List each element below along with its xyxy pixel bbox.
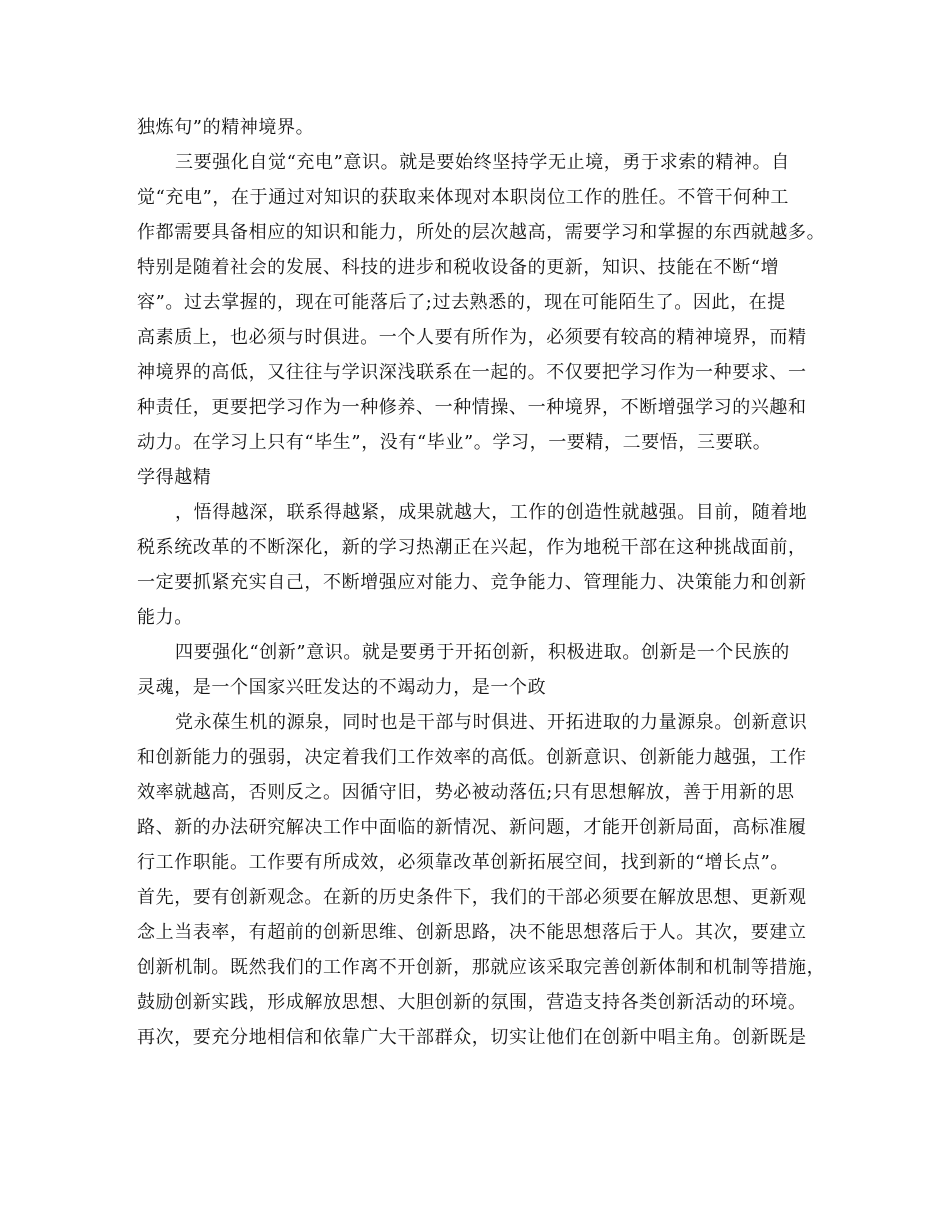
- paragraph-start-line: 党永葆生机的源泉，同时也是干部与时俱进、开拓进取的力量源泉。创新意识: [175, 712, 808, 733]
- paragraph-start-line: ，悟得越深，联系得越紧，成果就越大，工作的创造性就越强。目前，随着地: [175, 502, 808, 523]
- text-line: 鼓励创新实践，形成解放思想、大胆创新的氛围，营造支持各类创新活动的环境。: [137, 992, 807, 1013]
- text-line: 神境界的高低，又往往与学识深浅联系在一起的。不仅要把学习作为一种要求、一: [137, 362, 807, 383]
- text-line: 和创新能力的强弱，决定着我们工作效率的高低。创新意识、创新能力越强，工作: [137, 747, 807, 768]
- text-line: 作都需要具备相应的知识和能力，所处的层次越高，需要学习和掌握的东西就越多。: [137, 222, 826, 243]
- text-line: 容”。过去掌握的，现在可能落后了;过去熟悉的，现在可能陌生了。因此，在提: [137, 292, 786, 313]
- text-line: 能力。: [137, 607, 193, 628]
- text-line: 首先，要有创新观念。在新的历史条件下，我们的干部必须要在解放思想、更新观: [137, 887, 807, 908]
- text-line: 行工作职能。工作要有所成效，必须靠改革创新拓展空间，找到新的“增长点”。: [137, 852, 790, 873]
- text-line: 税系统改革的不断深化，新的学习热潮正在兴起，作为地税干部在这种挑战面前，: [137, 537, 807, 558]
- paragraph-start-line: 三要强化自觉“充电”意识。就是要始终坚持学无止境，勇于求索的精神。自: [175, 152, 790, 173]
- paragraph-start-line: 四要强化“创新”意识。就是要勇于开拓创新，积极进取。创新是一个民族的: [175, 642, 790, 663]
- text-line: 一定要抓紧充实自己，不断增强应对能力、竞争能力、管理能力、决策能力和创新: [137, 572, 807, 593]
- text-line: 动力。在学习上只有“毕生”，没有“毕业”。学习，一要精，二要悟，三要联。: [137, 432, 772, 453]
- text-line: 觉“充电”，在于通过对知识的获取来体现对本职岗位工作的胜任。不管干何种工: [137, 187, 790, 208]
- text-line: 特别是随着社会的发展、科技的进步和税收设备的更新，知识、技能在不断“增: [137, 257, 780, 278]
- text-line: 路、新的办法研究解决工作中面临的新情况、新问题，才能开创新局面，高标准履: [137, 817, 807, 838]
- text-line: 独炼句”的精神境界。: [137, 117, 315, 138]
- text-line: 创新机制。既然我们的工作离不开创新，那就应该采取完善创新体制和机制等措施，: [137, 957, 826, 978]
- text-line: 学得越精: [137, 467, 212, 488]
- text-line: 效率就越高，否则反之。因循守旧，势必被动落伍;只有思想解放，善于用新的思: [137, 782, 795, 803]
- text-line: 念上当表率，有超前的创新思维、创新思路，决不能思想落后于人。其次，要建立: [137, 922, 807, 943]
- text-line: 灵魂，是一个国家兴旺发达的不竭动力，是一个政: [137, 677, 547, 698]
- text-line: 种责任，更要把学习作为一种修养、一种情操、一种境界，不断增强学习的兴趣和: [137, 397, 807, 418]
- text-line: 再次，要充分地相信和依靠广大干部群众，切实让他们在创新中唱主角。创新既是: [137, 1027, 807, 1048]
- text-line: 高素质上，也必须与时俱进。一个人要有所作为，必须要有较高的精神境界，而精: [137, 327, 807, 348]
